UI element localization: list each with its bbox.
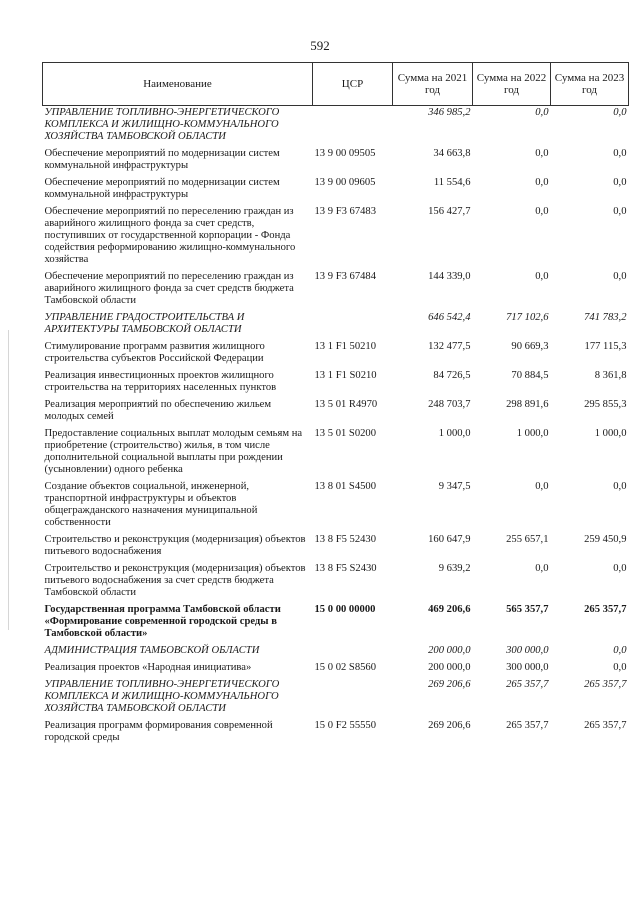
row-sum-2023: 1 000,0 bbox=[594, 428, 627, 439]
table-row bbox=[43, 562, 629, 603]
row-sum-2022: 90 669,3 bbox=[511, 341, 549, 352]
row-sum-2023: 0,0 bbox=[613, 148, 627, 159]
row-name: Реализация проектов «Народная инициатива» bbox=[44, 662, 252, 673]
table-row bbox=[43, 147, 629, 176]
row-sum-2023: 259 450,9 bbox=[584, 534, 627, 545]
row-sum-2023: 741 783,2 bbox=[584, 312, 627, 323]
row-sum-2022: 300 000,0 bbox=[506, 645, 549, 656]
header-sum-2022: Сумма на 2022 год bbox=[473, 63, 551, 106]
header-sum-2023: Сумма на 2023 год bbox=[551, 63, 629, 106]
row-name: Создание объектов социальной, инженерной, транспортной инфраструктуры и объектов общегражданского назначения муниципальной собственности bbox=[44, 481, 258, 528]
row-csr bbox=[313, 644, 393, 661]
row-sum-2023: 265 357,7 bbox=[584, 679, 627, 690]
table-row bbox=[43, 270, 629, 311]
row-name: Строительство и реконструкция (модернизация) объектов питьевого водоснабжения bbox=[44, 534, 306, 557]
row-sum-2023: 265 357,7 bbox=[584, 604, 627, 615]
row-sum-2023: 0,0 bbox=[613, 271, 627, 282]
row-name: Строительство и реконструкция (модернизация) объектов питьевого водоснабжения за счет средств бюджета Тамбовской области bbox=[44, 563, 306, 598]
row-csr: 13 5 01 R4970 bbox=[314, 399, 378, 410]
table-row bbox=[43, 340, 629, 369]
row-sum-2023: 0,0 bbox=[613, 481, 627, 492]
page-number: 592 bbox=[310, 38, 330, 53]
table-row bbox=[43, 480, 629, 533]
row-csr: 13 1 F1 50210 bbox=[314, 341, 377, 352]
row-sum-2023: 0,0 bbox=[613, 563, 627, 574]
agency-row bbox=[43, 106, 629, 148]
table-row bbox=[43, 176, 629, 205]
row-csr: 15 0 02 S8560 bbox=[314, 662, 377, 673]
row-sum-2023: 295 855,3 bbox=[584, 399, 627, 410]
header-name: Наименование bbox=[43, 63, 313, 106]
row-sum-2021: 132 477,5 bbox=[428, 341, 471, 352]
row-sum-2022: 0,0 bbox=[535, 271, 549, 282]
row-sum-2023: 0,0 bbox=[613, 177, 627, 188]
row-csr: 13 8 01 S4500 bbox=[314, 481, 377, 492]
row-name: Реализация программ формирования современной городской среды bbox=[44, 720, 273, 743]
table-row bbox=[43, 661, 629, 678]
row-sum-2023: 0,0 bbox=[613, 662, 627, 673]
row-sum-2021: 9 347,5 bbox=[438, 481, 471, 492]
row-csr: 15 0 00 00000 bbox=[314, 604, 376, 615]
row-sum-2021: 269 206,6 bbox=[428, 720, 471, 731]
table-row bbox=[43, 398, 629, 427]
row-sum-2022: 0,0 bbox=[535, 481, 549, 492]
agency-row bbox=[43, 644, 629, 661]
row-sum-2022: 265 357,7 bbox=[506, 720, 549, 731]
table-body bbox=[43, 106, 629, 749]
scan-margin-line bbox=[8, 330, 9, 630]
row-sum-2023: 8 361,8 bbox=[594, 370, 627, 381]
row-sum-2022: 255 657,1 bbox=[506, 534, 549, 545]
row-csr bbox=[313, 678, 393, 719]
row-sum-2022: 1 000,0 bbox=[516, 428, 549, 439]
row-csr bbox=[313, 106, 393, 148]
row-name: Обеспечение мероприятий по переселению граждан из аварийного жилищного фонда за счет средств бюджета Тамбовской области bbox=[44, 271, 294, 306]
row-sum-2021: 200 000,0 bbox=[428, 645, 471, 656]
table-header bbox=[43, 63, 629, 106]
row-sum-2022: 0,0 bbox=[535, 206, 549, 217]
row-sum-2021: 160 647,9 bbox=[428, 534, 471, 545]
row-sum-2021: 156 427,7 bbox=[428, 206, 471, 217]
row-sum-2023: 177 115,3 bbox=[584, 341, 627, 352]
header-sum-2021: Сумма на 2021 год bbox=[393, 63, 473, 106]
table-row bbox=[43, 427, 629, 480]
row-csr: 13 9 F3 67483 bbox=[314, 206, 377, 217]
row-sum-2022: 298 891,6 bbox=[506, 399, 549, 410]
row-sum-2021: 34 663,8 bbox=[433, 148, 471, 159]
header-csr: ЦСР bbox=[313, 63, 393, 106]
row-name: УПРАВЛЕНИЕ ГРАДОСТРОИТЕЛЬСТВА И АРХИТЕКТУРЫ ТАМБОВСКОЙ ОБЛАСТИ bbox=[44, 312, 245, 335]
row-name: Государственная программа Тамбовской области «Формирование современной городской среды в Тамбовской области» bbox=[44, 604, 281, 639]
agency-row bbox=[43, 311, 629, 340]
row-csr: 13 9 F3 67484 bbox=[314, 271, 377, 282]
row-csr: 13 1 F1 S0210 bbox=[314, 370, 377, 381]
row-sum-2021: 346 985,2 bbox=[428, 107, 471, 118]
row-sum-2022: 717 102,6 bbox=[506, 312, 549, 323]
row-csr: 15 0 F2 55550 bbox=[314, 720, 377, 731]
row-name: Предоставление социальных выплат молодым семьям на приобретение (строительство) жилья, в том числе дополнительной социальной выплаты при рождении (усыновлении) одного ребенка bbox=[44, 428, 303, 475]
row-sum-2022: 0,0 bbox=[535, 148, 549, 159]
row-sum-2023: 0,0 bbox=[613, 645, 627, 656]
row-sum-2023: 0,0 bbox=[613, 107, 627, 118]
row-sum-2021: 84 726,5 bbox=[433, 370, 471, 381]
row-name: Обеспечение мероприятий по модернизации систем коммунальной инфраструктуры bbox=[44, 148, 280, 171]
row-name: Реализация инвестиционных проектов жилищного строительства на территориях населенных пунктов bbox=[44, 370, 277, 393]
row-sum-2021: 9 639,2 bbox=[438, 563, 471, 574]
agency-row bbox=[43, 678, 629, 719]
row-name: УПРАВЛЕНИЕ ТОПЛИВНО-ЭНЕРГЕТИЧЕСКОГО КОМПЛЕКСА И ЖИЛИЩНО-КОММУНАЛЬНОГО ХОЗЯЙСТВА ТАМБОВСКОЙ ОБЛАСТИ bbox=[44, 107, 280, 142]
row-sum-2023: 0,0 bbox=[613, 206, 627, 217]
row-name: Обеспечение мероприятий по переселению граждан из аварийного жилищного фонда за счет средств, поступивших от государственной корпорации - Фонда содействия реформированию жилищно-коммунального хозяйства bbox=[44, 206, 296, 265]
budget-table bbox=[42, 62, 629, 748]
row-name: Обеспечение мероприятий по модернизации систем коммунальной инфраструктуры bbox=[44, 177, 280, 200]
row-sum-2022: 0,0 bbox=[535, 107, 549, 118]
row-name: Стимулирование программ развития жилищного строительства субъектов Российской Федерации bbox=[44, 341, 265, 364]
table-row bbox=[43, 719, 629, 748]
program-row bbox=[43, 603, 629, 644]
row-sum-2022: 265 357,7 bbox=[506, 679, 549, 690]
row-sum-2022: 565 357,7 bbox=[506, 604, 549, 615]
row-csr: 13 8 F5 S2430 bbox=[314, 563, 377, 574]
row-sum-2021: 1 000,0 bbox=[438, 428, 471, 439]
row-sum-2022: 0,0 bbox=[535, 563, 549, 574]
row-sum-2021: 646 542,4 bbox=[428, 312, 471, 323]
row-sum-2021: 11 554,6 bbox=[433, 177, 471, 188]
row-name: АДМИНИСТРАЦИЯ ТАМБОВСКОЙ ОБЛАСТИ bbox=[44, 645, 260, 656]
row-sum-2022: 70 884,5 bbox=[511, 370, 549, 381]
row-sum-2021: 469 206,6 bbox=[428, 604, 471, 615]
row-sum-2022: 0,0 bbox=[535, 177, 549, 188]
table-row bbox=[43, 205, 629, 270]
row-sum-2022: 300 000,0 bbox=[506, 662, 549, 673]
row-name: Реализация мероприятий по обеспечению жильем молодых семей bbox=[44, 399, 272, 422]
row-name: УПРАВЛЕНИЕ ТОПЛИВНО-ЭНЕРГЕТИЧЕСКОГО КОМПЛЕКСА И ЖИЛИЩНО-КОММУНАЛЬНОГО ХОЗЯЙСТВА ТАМБОВСКОЙ ОБЛАСТИ bbox=[44, 679, 280, 714]
row-csr: 13 9 00 09605 bbox=[314, 177, 376, 188]
table-row bbox=[43, 369, 629, 398]
row-sum-2023: 265 357,7 bbox=[584, 720, 627, 731]
row-sum-2021: 269 206,6 bbox=[428, 679, 471, 690]
row-csr: 13 9 00 09505 bbox=[314, 148, 376, 159]
row-csr bbox=[313, 311, 393, 340]
row-csr: 13 8 F5 52430 bbox=[314, 534, 377, 545]
row-sum-2021: 144 339,0 bbox=[428, 271, 471, 282]
table-row bbox=[43, 533, 629, 562]
row-sum-2021: 248 703,7 bbox=[428, 399, 471, 410]
row-csr: 13 5 01 S0200 bbox=[314, 428, 377, 439]
row-sum-2021: 200 000,0 bbox=[428, 662, 471, 673]
